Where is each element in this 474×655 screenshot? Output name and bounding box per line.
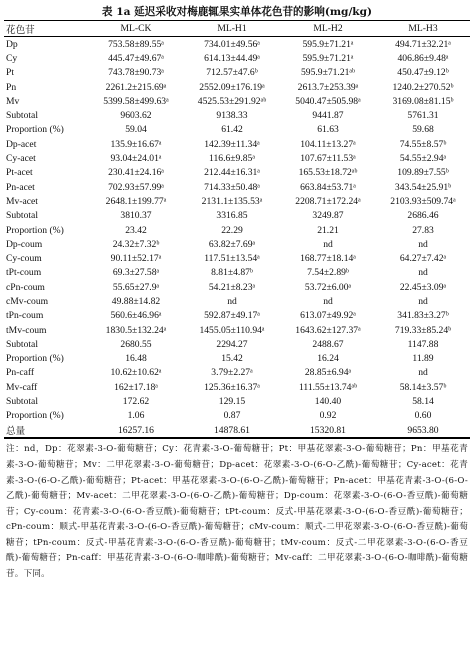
value-cell: 702.93±57.99ᵃ [108,181,164,193]
value-cell: 59.68 [412,124,434,136]
value-cell: 8.81±4.87ᵇ [211,267,253,279]
value-cell: 0.60 [414,410,432,422]
value-cell: 343.54±25.91ᵇ [394,181,452,193]
value-cell: 58.14 [412,396,434,408]
row-label-cell: 总量 [6,426,26,438]
anthocyanin-table [4,20,470,438]
value-cell: 2488.67 [312,338,344,350]
value-cell: 74.55±8.57ᵇ [399,138,447,150]
table-row [4,166,470,180]
value-cell: 107.67±11.53ᵃ [300,153,356,165]
value-cell: 11.89 [412,353,434,365]
table-row [4,51,470,65]
row-label-cell: tPn-coum [6,310,44,322]
row-label-cell: Pt [6,67,15,79]
table-row [4,366,470,380]
value-cell: 4525.53±291.92ᵃᵇ [197,95,267,107]
value-cell: 614.13±44.49ᵃ [204,52,260,64]
value-cell: nd [418,295,428,307]
table-row [4,323,470,337]
value-cell: 116.6±9.85ᵃ [209,153,255,165]
value-cell: 1.06 [127,410,145,422]
table-row [4,394,470,408]
value-cell: 109.89±7.55ᵇ [397,167,449,179]
value-cell: 1240.2±270.52ᵇ [392,81,454,93]
value-cell: 61.42 [221,124,243,136]
value-cell: 406.86±9.48ᵃ [397,52,449,64]
value-cell: 595.9±71.21ᵃ [302,38,354,50]
value-cell: 165.53±18.72ᵃᵇ [298,167,358,179]
value-cell: 743.78±90.73ᵃ [108,67,164,79]
value-cell: 595.9±71.21ᵃᵇ [300,67,356,79]
row-label-cell: Mv-acet [6,195,38,207]
value-cell: 9441.87 [312,110,344,122]
row-label-cell: cPn-coum [6,281,45,293]
value-cell: 16257.16 [118,424,154,436]
header-cell: ML-H2 [313,23,343,34]
row-label-cell: Pt-acet [6,167,33,179]
value-cell: 16.48 [125,353,147,365]
value-cell: 15.42 [221,353,243,365]
value-cell: 24.32±7.32ᵇ [112,238,160,250]
row-label-cell: tMv-coum [6,324,47,336]
value-cell: 64.27±7.42ᵃ [399,253,447,265]
row-label-cell: Cy-coum [6,253,42,265]
value-cell: 341.83±3.27ᵇ [397,310,449,322]
value-cell: 445.47±49.67ᵃ [108,52,164,64]
table-footnote: 注：nd，Dp：花翠素-3-O-葡萄糖苷；Cy：花青素-3-O-葡萄糖苷；Pt：甲基花翠素-3-O-葡萄糖苷；Pn：甲基花青素-3-O-葡萄糖苷；Mv：二甲花翠素-3-O-葡萄糖苷；Dp-acet：花翠素-3-O-(6-O-乙酰)-葡萄糖苷；Cy-acet：花青素-3-O-(6-O-乙酰)-葡萄糖苷；Pt-acet：甲基花翠素-3-O-(6-O-乙酰)-葡萄糖苷；Pn-acet：甲基花青素-3-O-(6-O-乙酰)-葡萄糖苷；Mv-acet：二甲花翠素-3-O-(6-O-乙酰)-葡萄糖苷；Dp-coum：花翠素-3-O-(6-O-香豆酰)-葡萄糖苷；Cy-coum：花青素-3-O-(6-O-香豆酰)-葡萄糖苷；tPt-coum：反式-甲基花翠素-3-O-(6-O-香豆酰)-葡萄糖苷；cPn-coum：顺式-甲基花青素-3-O-(6-O-香豆酰)-葡萄糖苷；cMv-coum：顺式-二甲花翠素-3-O-(6-O-香豆酰)-葡萄糖苷；tPn-coum：反式-甲基花青素-3-O-(6-O-香豆酰)-葡萄糖苷；tMv-coum：反式-二甲花翠素-3-O-(6-O-香豆酰)-葡萄糖苷；Pn-caff：甲基花青素-3-O-(6-O-咖啡酰)-葡萄糖苷；Mv-caff：二甲花翠素-3-O-(6-O-咖啡酰)-葡萄糖苷。下同。 [4,438,470,582]
value-cell: 2294.27 [216,338,248,350]
row-label-cell: Dp-acet [6,138,37,150]
value-cell: 2208.71±172.24ᵃ [295,195,361,207]
row-label-cell: Cy [6,52,18,64]
row-label-cell: Mv [6,95,20,107]
header-cell: ML-CK [120,23,152,34]
value-cell: 753.58±89.55ᵃ [108,38,164,50]
value-cell: 15320.81 [310,424,346,436]
value-cell: 28.85±6.94ᵃ [304,367,352,379]
value-cell: 712.57±47.6ᵇ [206,67,258,79]
table-row [4,237,470,251]
value-cell: 7.54±2.89ᵇ [307,267,349,279]
row-label-cell: Mv-caff [6,381,38,393]
row-label-cell: Proportion (%) [6,224,64,236]
value-cell: 27.83 [412,224,434,236]
row-label-cell: Cy-acet [6,153,36,165]
row-label-cell: Proportion (%) [6,124,64,136]
value-cell: nd [323,238,333,250]
value-cell: 90.11±52.17ᵃ [110,253,162,265]
value-cell: nd [418,267,428,279]
value-cell: 5399.58±499.63ᵃ [103,95,169,107]
value-cell: 69.3±27.58ᵃ [112,267,160,279]
row-label-cell: Pn-caff [6,367,35,379]
value-cell: 172.62 [122,396,150,408]
value-cell: 129.15 [218,396,246,408]
value-cell: 2648.1±199.77ᵃ [105,195,167,207]
value-cell: 9603.62 [120,110,152,122]
header-cell: 花色苷 [6,24,35,36]
table-row [4,294,470,308]
row-label-cell: Proportion (%) [6,410,64,422]
value-cell: nd [418,238,428,250]
value-cell: nd [418,367,428,379]
table-row [4,123,470,137]
row-label-cell: Pn-acet [6,181,35,193]
table-body [4,37,470,438]
value-cell: 2552.09±176.19ᵃ [199,81,265,93]
value-cell: 714.33±50.48ᵃ [204,181,260,193]
value-cell: 162±17.18ᵃ [114,381,158,393]
table-row [4,309,470,323]
value-cell: 592.87±49.17ᵃ [204,310,260,322]
row-label-cell: tPt-coum [6,267,42,279]
row-label-cell: Subtotal [6,110,38,122]
header-cell: ML-H1 [217,23,247,34]
table-row [4,137,470,151]
table-row [4,66,470,80]
table-row [4,223,470,237]
table-row [4,266,470,280]
row-label-cell: Dp [6,38,18,50]
value-cell: 140.40 [314,396,342,408]
value-cell: 1830.5±132.24ᵃ [105,324,167,336]
value-cell: 0.92 [319,410,337,422]
value-cell: 22.45±3.09ᵃ [399,281,447,293]
value-cell: 230.41±24.16ᵃ [108,167,164,179]
value-cell: 55.65±27.9ᵃ [112,281,160,293]
value-cell: 104.11±13.27ᵃ [300,138,356,150]
row-label-cell: Subtotal [6,396,38,408]
value-cell: 212.44±16.31ᵃ [204,167,260,179]
value-cell: 117.51±13.54ᵃ [204,253,260,265]
value-cell: 494.71±32.21ᵃ [395,38,451,50]
value-cell: 3810.37 [120,210,152,222]
value-cell: 2686.46 [407,210,439,222]
value-cell: 14878.61 [214,424,250,436]
value-cell: 719.33±85.24ᵇ [394,324,452,336]
value-cell: 5761.31 [407,110,439,122]
table-row [4,409,470,423]
row-label-cell: Proportion (%) [6,353,64,365]
value-cell: 54.55±2.94ᵃ [399,153,447,165]
value-cell: 58.14±3.57ᵇ [399,381,447,393]
value-cell: 1455.05±110.94ᵃ [199,324,265,336]
value-cell: 2103.93±509.74ᵃ [390,195,456,207]
table-row [4,209,470,223]
value-cell: 10.62±10.62ᵃ [110,367,162,379]
value-cell: 5040.47±505.98ᵃ [295,95,361,107]
table-row [4,94,470,108]
value-cell: 595.9±71.21ᵃ [302,52,354,64]
value-cell: 3.79±2.27ᵃ [211,367,253,379]
table-row [4,280,470,294]
table-header-row [4,21,470,37]
row-label-cell: Subtotal [6,338,38,350]
value-cell: 168.77±18.14ᵃ [300,253,356,265]
table-row [4,80,470,94]
value-cell: 53.72±6.00ᵃ [304,281,352,293]
value-cell: 59.04 [125,124,147,136]
table-row [4,194,470,208]
value-cell: 111.55±13.74ᵃᵇ [298,381,358,393]
value-cell: nd [227,295,237,307]
row-label-cell: cMv-coum [6,295,49,307]
value-cell: 23.42 [125,224,147,236]
value-cell: 1643.62±127.37ᵃ [295,324,361,336]
value-cell: 3169.08±81.15ᵇ [392,95,454,107]
value-cell: 0.87 [223,410,241,422]
value-cell: 54.21±8.23ᵃ [208,281,256,293]
value-cell: 22.29 [221,224,243,236]
value-cell: 560.6±46.96ᵃ [110,310,162,322]
table-row [4,380,470,394]
table-row [4,423,470,438]
value-cell: 61.63 [317,124,339,136]
header-cell: ML-H3 [408,23,438,34]
value-cell: nd [323,295,333,307]
table-row [4,180,470,194]
table-row [4,337,470,351]
table-row [4,352,470,366]
value-cell: 450.47±9.12ᵇ [397,67,449,79]
value-cell: 2680.55 [120,338,152,350]
value-cell: 2613.7±253.39ᵃ [297,81,359,93]
table-row [4,151,470,165]
value-cell: 2261.2±215.69ᵃ [105,81,167,93]
row-label-cell: Dp-coum [6,238,43,250]
value-cell: 135.9±16.67ᵃ [110,138,162,150]
value-cell: 2131.1±135.53ᵃ [201,195,263,207]
value-cell: 613.07±49.92ᵃ [300,310,356,322]
value-cell: 21.21 [317,224,339,236]
value-cell: 49.88±14.82 [111,295,161,307]
value-cell: 142.39±11.34ᵃ [204,138,260,150]
value-cell: 16.24 [317,353,339,365]
value-cell: 1147.88 [407,338,439,350]
table-row [4,251,470,265]
value-cell: 734.01±49.56ᵃ [204,38,260,50]
value-cell: 663.84±53.71ᵃ [300,181,356,193]
value-cell: 3249.87 [312,210,344,222]
table-row [4,37,470,52]
value-cell: 93.04±24.01ᵃ [110,153,162,165]
table-title: 表 1a 延迟采收对梅鹿辄果实单体花色苷的影响(mg/kg) [101,6,373,18]
value-cell: 9138.33 [216,110,248,122]
table-row [4,108,470,122]
row-label-cell: Pn [6,81,17,93]
value-cell: 3316.85 [216,210,248,222]
value-cell: 9653.80 [407,424,439,436]
row-label-cell: Subtotal [6,210,38,222]
value-cell: 125.36±16.37ᵃ [204,381,260,393]
value-cell: 63.82±7.69ᵃ [208,238,256,250]
